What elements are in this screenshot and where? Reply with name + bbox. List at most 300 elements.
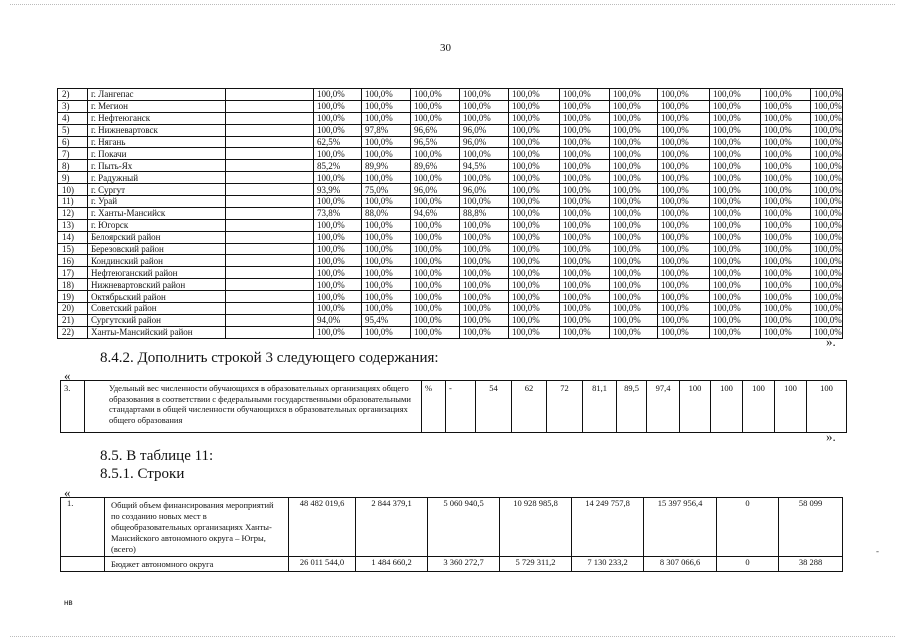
percent-cell: 100,0% <box>560 207 610 219</box>
footer-initials: нв <box>64 598 73 607</box>
percent-cell: 100,0% <box>710 267 761 279</box>
empty-cell <box>226 279 314 291</box>
empty-cell <box>226 314 314 326</box>
table2-open-quote: « <box>64 368 71 383</box>
region-name: г. Сургут <box>88 184 226 196</box>
percent-cell: 89,6% <box>411 160 460 172</box>
percent-cell: 100,0% <box>761 303 811 315</box>
percent-cell: 100,0% <box>509 124 560 136</box>
region-number: 10) <box>58 184 88 196</box>
percent-cell: 100,0% <box>610 196 658 208</box>
empty-cell <box>226 100 314 112</box>
region-name: Нефтеюганский район <box>88 267 226 279</box>
percent-cell: 100,0% <box>761 279 811 291</box>
funding-value: 38 288 <box>779 557 843 572</box>
region-number: 18) <box>58 279 88 291</box>
region-name: Советский район <box>88 303 226 315</box>
percent-cell: 100,0% <box>411 219 460 231</box>
percent-cell: 100,0% <box>560 89 610 101</box>
percent-cell: 100,0% <box>362 148 411 160</box>
indicator-row <box>61 381 847 433</box>
percent-cell: 100,0% <box>710 291 761 303</box>
percent-cell: 100,0% <box>811 267 843 279</box>
funding-value: 14 249 757,8 <box>572 498 644 557</box>
percent-cell: 100,0% <box>560 124 610 136</box>
percent-cell: 100,0% <box>761 267 811 279</box>
region-number: 16) <box>58 255 88 267</box>
percent-cell: 100,0% <box>509 231 560 243</box>
percent-cell: 100,0% <box>411 112 460 124</box>
percent-cell: 100,0% <box>314 100 362 112</box>
percent-cell: 100,0% <box>710 314 761 326</box>
region-row <box>58 196 843 208</box>
region-number: 11) <box>58 196 88 208</box>
funding-value: 15 397 956,4 <box>644 498 717 557</box>
region-name: г. Нефтеюганск <box>88 112 226 124</box>
percent-cell: 100,0% <box>610 255 658 267</box>
percent-cell: 100,0% <box>710 112 761 124</box>
percent-cell: 100,0% <box>811 112 843 124</box>
funding-value: 48 482 019,6 <box>289 498 356 557</box>
region-number: 13) <box>58 219 88 231</box>
percent-cell: 100,0% <box>460 196 509 208</box>
region-row <box>58 100 843 112</box>
funding-value: 10 928 985,8 <box>500 498 572 557</box>
percent-cell: 100,0% <box>314 89 362 101</box>
percent-cell: 100,0% <box>761 243 811 255</box>
percent-cell: 73,8% <box>314 207 362 219</box>
percent-cell: 100,0% <box>610 136 658 148</box>
region-name: г. Урай <box>88 196 226 208</box>
indicator-number: 3. <box>61 381 85 433</box>
funding-value: 0 <box>717 498 779 557</box>
region-row <box>58 160 843 172</box>
percent-cell: 100,0% <box>560 326 610 338</box>
region-number: 8) <box>58 160 88 172</box>
indicator-table <box>60 380 847 433</box>
percent-cell: 100,0% <box>560 279 610 291</box>
percent-cell: 100,0% <box>460 219 509 231</box>
region-row <box>58 207 843 219</box>
percent-cell: 100,0% <box>710 184 761 196</box>
percent-cell: 100,0% <box>560 112 610 124</box>
region-name: г. Ханты-Мансийск <box>88 207 226 219</box>
region-row <box>58 303 843 315</box>
percent-cell: 100,0% <box>811 148 843 160</box>
percent-cell: 100,0% <box>761 136 811 148</box>
funding-value: 5 729 311,2 <box>500 557 572 572</box>
percent-cell: 100,0% <box>610 89 658 101</box>
percent-cell: 100,0% <box>460 303 509 315</box>
percent-cell: 100,0% <box>411 267 460 279</box>
region-row <box>58 243 843 255</box>
percent-cell: 100,0% <box>658 255 710 267</box>
region-row <box>58 231 843 243</box>
percent-cell: 100,0% <box>362 136 411 148</box>
region-row <box>58 184 843 196</box>
percent-cell: 96,0% <box>411 184 460 196</box>
percent-cell: 94,6% <box>411 207 460 219</box>
percent-cell: 100,0% <box>314 279 362 291</box>
percent-cell: 100,0% <box>362 100 411 112</box>
percent-cell: 100,0% <box>560 196 610 208</box>
region-name: Кондинский район <box>88 255 226 267</box>
region-row <box>58 326 843 338</box>
region-number: 21) <box>58 314 88 326</box>
percent-cell: 96,0% <box>460 124 509 136</box>
percent-cell: 96,6% <box>411 124 460 136</box>
indicator-value: 100 <box>743 381 775 433</box>
percent-cell: 100,0% <box>362 255 411 267</box>
percent-cell: 100,0% <box>411 172 460 184</box>
region-name: Белоярский район <box>88 231 226 243</box>
percent-cell: 100,0% <box>509 219 560 231</box>
percent-cell: 100,0% <box>761 89 811 101</box>
percent-cell: 100,0% <box>314 243 362 255</box>
region-name: г. Нижневартовск <box>88 124 226 136</box>
percent-cell: 100,0% <box>411 243 460 255</box>
percent-cell: 100,0% <box>509 184 560 196</box>
percent-cell: 100,0% <box>560 291 610 303</box>
percent-cell: 100,0% <box>658 267 710 279</box>
percent-cell: 100,0% <box>560 219 610 231</box>
percent-cell: 100,0% <box>710 172 761 184</box>
percent-cell: 100,0% <box>658 100 710 112</box>
percent-cell: 97,8% <box>362 124 411 136</box>
percent-cell: 100,0% <box>761 207 811 219</box>
region-row <box>58 172 843 184</box>
percent-cell: 100,0% <box>610 314 658 326</box>
percent-cell: 100,0% <box>509 160 560 172</box>
percent-cell: 100,0% <box>658 172 710 184</box>
percent-cell: 100,0% <box>460 243 509 255</box>
indicator-value: 54 <box>476 381 512 433</box>
percent-cell: 100,0% <box>610 172 658 184</box>
percent-cell: 100,0% <box>761 291 811 303</box>
percent-cell: 100,0% <box>658 196 710 208</box>
region-row <box>58 255 843 267</box>
percent-cell: 88,0% <box>362 207 411 219</box>
percent-cell: 100,0% <box>509 243 560 255</box>
funding-row-budget <box>61 557 843 572</box>
percent-cell: 100,0% <box>710 100 761 112</box>
percent-cell: 100,0% <box>509 279 560 291</box>
percent-cell: 100,0% <box>610 243 658 255</box>
percent-cell: 100,0% <box>610 100 658 112</box>
percent-cell: 100,0% <box>610 231 658 243</box>
funding-value: 1 484 660,2 <box>356 557 428 572</box>
empty-cell <box>226 207 314 219</box>
percent-cell: 100,0% <box>761 231 811 243</box>
percent-cell: 100,0% <box>560 231 610 243</box>
region-number: 22) <box>58 326 88 338</box>
indicator-value: 97,4 <box>647 381 680 433</box>
region-row <box>58 148 843 160</box>
region-number: 5) <box>58 124 88 136</box>
percent-cell: 100,0% <box>610 219 658 231</box>
percent-cell: 100,0% <box>509 196 560 208</box>
funding-row-index <box>61 557 105 572</box>
percent-cell: 96,5% <box>411 136 460 148</box>
percent-cell: 94,0% <box>314 314 362 326</box>
percent-cell: 100,0% <box>761 255 811 267</box>
percent-cell: 96,0% <box>460 184 509 196</box>
percent-cell: 100,0% <box>610 267 658 279</box>
percent-cell: 100,0% <box>658 160 710 172</box>
percent-cell: 100,0% <box>560 243 610 255</box>
percent-cell: 100,0% <box>710 231 761 243</box>
percent-cell: 100,0% <box>658 207 710 219</box>
empty-cell <box>226 303 314 315</box>
percent-cell: 100,0% <box>411 196 460 208</box>
percent-cell: 100,0% <box>811 291 843 303</box>
percent-cell: 100,0% <box>460 279 509 291</box>
percent-cell: 100,0% <box>658 314 710 326</box>
percent-cell: 100,0% <box>658 326 710 338</box>
percent-cell: 100,0% <box>362 219 411 231</box>
percent-cell: 100,0% <box>509 136 560 148</box>
indicator-value: 81,1 <box>583 381 617 433</box>
table2-close-quote: ». <box>826 429 836 444</box>
region-name: г. Лангепас <box>88 89 226 101</box>
empty-cell <box>226 219 314 231</box>
percent-cell: 100,0% <box>560 267 610 279</box>
percent-cell: 100,0% <box>658 279 710 291</box>
percent-cell: 100,0% <box>658 219 710 231</box>
percent-cell: 100,0% <box>560 184 610 196</box>
percent-cell: 100,0% <box>761 196 811 208</box>
percent-cell: 100,0% <box>509 314 560 326</box>
scan-edge-bottom <box>10 636 895 637</box>
region-name: г. Покачи <box>88 148 226 160</box>
percent-cell: 100,0% <box>560 255 610 267</box>
percent-cell: 100,0% <box>411 148 460 160</box>
indicator-value: 89,5 <box>617 381 647 433</box>
percent-cell: 100,0% <box>710 89 761 101</box>
indicator-value: 72 <box>547 381 583 433</box>
percent-cell: 100,0% <box>811 160 843 172</box>
region-name: Сургутский район <box>88 314 226 326</box>
percent-cell: 100,0% <box>509 267 560 279</box>
percent-cell: 100,0% <box>362 279 411 291</box>
percent-cell: 100,0% <box>710 326 761 338</box>
empty-cell <box>226 196 314 208</box>
percent-cell: 100,0% <box>460 231 509 243</box>
indicator-value: 62 <box>512 381 547 433</box>
percent-cell: 100,0% <box>710 196 761 208</box>
percent-cell: 100,0% <box>460 148 509 160</box>
percent-cell: 100,0% <box>658 148 710 160</box>
region-row <box>58 279 843 291</box>
percent-cell: 100,0% <box>314 303 362 315</box>
scan-edge-top <box>10 4 895 5</box>
percent-cell: 100,0% <box>362 196 411 208</box>
percent-cell: 100,0% <box>314 148 362 160</box>
percent-cell: 100,0% <box>811 207 843 219</box>
percent-cell: 100,0% <box>560 136 610 148</box>
section-8-5-1-heading: 8.5.1. Строки <box>100 466 185 482</box>
indicator-value: - <box>446 381 476 433</box>
region-row <box>58 89 843 101</box>
percent-cell: 100,0% <box>460 89 509 101</box>
region-row <box>58 136 843 148</box>
region-number: 19) <box>58 291 88 303</box>
empty-cell <box>226 136 314 148</box>
percent-cell: 100,0% <box>362 89 411 101</box>
percent-cell: 100,0% <box>314 326 362 338</box>
percent-cell: 100,0% <box>610 279 658 291</box>
percent-cell: 100,0% <box>761 148 811 160</box>
percent-cell: 100,0% <box>411 255 460 267</box>
region-number: 2) <box>58 89 88 101</box>
region-number: 17) <box>58 267 88 279</box>
percent-cell: 75,0% <box>362 184 411 196</box>
indicator-value: 100 <box>775 381 807 433</box>
region-name: г. Мегион <box>88 100 226 112</box>
indicator-value: 100 <box>711 381 743 433</box>
percent-cell: 100,0% <box>761 172 811 184</box>
section-8-4-2-heading: 8.4.2. Дополнить строкой 3 следующего содержания: <box>100 350 439 366</box>
percent-cell: 100,0% <box>811 326 843 338</box>
percent-cell: 100,0% <box>811 196 843 208</box>
region-name: Октябрьский район <box>88 291 226 303</box>
percent-cell: 100,0% <box>460 112 509 124</box>
percent-cell: 100,0% <box>560 148 610 160</box>
percent-cell: 100,0% <box>811 303 843 315</box>
region-row <box>58 314 843 326</box>
percent-cell: 100,0% <box>314 124 362 136</box>
region-name: г. Пыть-Ях <box>88 160 226 172</box>
percent-cell: 100,0% <box>314 112 362 124</box>
percent-cell: 100,0% <box>314 219 362 231</box>
percent-cell: 100,0% <box>658 243 710 255</box>
percent-cell: 100,0% <box>658 231 710 243</box>
percent-cell: 100,0% <box>411 279 460 291</box>
percent-cell: 100,0% <box>411 303 460 315</box>
percent-cell: 100,0% <box>460 326 509 338</box>
percent-cell: 100,0% <box>610 303 658 315</box>
funding-row-label: Бюджет автономного округа <box>105 557 289 572</box>
percent-cell: 100,0% <box>658 112 710 124</box>
funding-row-label: Общий объем финансирования мероприятий по созданию новых мест в общеобразовательных организациях Ханты-Мансийского автономного округа – Югры, (всего) <box>105 498 289 557</box>
percent-cell: 100,0% <box>362 231 411 243</box>
empty-cell <box>226 112 314 124</box>
percent-cell: 100,0% <box>811 255 843 267</box>
percent-cell: 94,5% <box>460 160 509 172</box>
percent-cell: 100,0% <box>460 314 509 326</box>
percent-cell: 100,0% <box>610 291 658 303</box>
region-number: 20) <box>58 303 88 315</box>
percent-cell: 100,0% <box>710 219 761 231</box>
percent-cell: 100,0% <box>509 100 560 112</box>
region-number: 14) <box>58 231 88 243</box>
percent-cell: 100,0% <box>509 326 560 338</box>
region-row <box>58 291 843 303</box>
percent-cell: 100,0% <box>314 231 362 243</box>
percent-cell: 100,0% <box>658 124 710 136</box>
indicator-unit: % <box>422 381 446 433</box>
percent-cell: 100,0% <box>710 243 761 255</box>
funding-value: 0 <box>717 557 779 572</box>
percent-cell: 100,0% <box>610 124 658 136</box>
percent-cell: 100,0% <box>610 112 658 124</box>
table3-open-quote: « <box>64 485 71 500</box>
funding-value: 7 130 233,2 <box>572 557 644 572</box>
percent-cell: 100,0% <box>314 255 362 267</box>
percent-cell: 100,0% <box>411 326 460 338</box>
percent-cell: 100,0% <box>362 267 411 279</box>
percent-cell: 100,0% <box>460 291 509 303</box>
percent-cell: 100,0% <box>411 89 460 101</box>
region-number: 6) <box>58 136 88 148</box>
region-row <box>58 267 843 279</box>
percent-cell: 100,0% <box>710 255 761 267</box>
percent-cell: 100,0% <box>509 148 560 160</box>
percent-cell: 100,0% <box>411 231 460 243</box>
empty-cell <box>226 267 314 279</box>
empty-cell <box>226 243 314 255</box>
region-number: 12) <box>58 207 88 219</box>
funding-value: 26 011 544,0 <box>289 557 356 572</box>
funding-row-index: 1. <box>61 498 105 557</box>
percent-cell: 100,0% <box>761 112 811 124</box>
percent-cell: 100,0% <box>710 136 761 148</box>
funding-value: 2 844 379,1 <box>356 498 428 557</box>
funding-value: 3 360 272,7 <box>428 557 500 572</box>
region-name: Ханты-Мансийский район <box>88 326 226 338</box>
percent-cell: 93,9% <box>314 184 362 196</box>
region-percent-table <box>57 88 843 339</box>
indicator-description: Удельный вес численности обучающихся в образовательных организациях общего образования в соответствии с федеральными государственными образовательными стандартами в общей численности обучающихся в образовательных организациях общего образования <box>85 381 422 433</box>
region-number: 3) <box>58 100 88 112</box>
percent-cell: 100,0% <box>509 112 560 124</box>
empty-cell <box>226 184 314 196</box>
percent-cell: 100,0% <box>362 291 411 303</box>
percent-cell: 100,0% <box>610 326 658 338</box>
percent-cell: 100,0% <box>761 314 811 326</box>
percent-cell: 100,0% <box>411 314 460 326</box>
percent-cell: 100,0% <box>362 112 411 124</box>
percent-cell: 100,0% <box>811 136 843 148</box>
empty-cell <box>226 255 314 267</box>
percent-cell: 100,0% <box>560 100 610 112</box>
percent-cell: 100,0% <box>509 291 560 303</box>
funding-value: 58 099 <box>779 498 843 557</box>
funding-row-total <box>61 498 843 557</box>
empty-cell <box>226 231 314 243</box>
percent-cell: 100,0% <box>710 124 761 136</box>
page-number: 30 <box>440 42 451 54</box>
region-row <box>58 124 843 136</box>
region-name: Березовский район <box>88 243 226 255</box>
percent-cell: 100,0% <box>811 184 843 196</box>
indicator-value: 100 <box>680 381 711 433</box>
percent-cell: 100,0% <box>811 279 843 291</box>
percent-cell: 100,0% <box>710 303 761 315</box>
percent-cell: 100,0% <box>560 314 610 326</box>
percent-cell: 100,0% <box>761 124 811 136</box>
percent-cell: 100,0% <box>658 303 710 315</box>
percent-cell: 100,0% <box>710 207 761 219</box>
funding-table <box>60 497 843 572</box>
percent-cell: 100,0% <box>710 160 761 172</box>
empty-cell <box>226 124 314 136</box>
percent-cell: 100,0% <box>460 267 509 279</box>
indicator-value: 100 <box>807 381 847 433</box>
percent-cell: 100,0% <box>509 89 560 101</box>
empty-cell <box>226 160 314 172</box>
region-number: 9) <box>58 172 88 184</box>
